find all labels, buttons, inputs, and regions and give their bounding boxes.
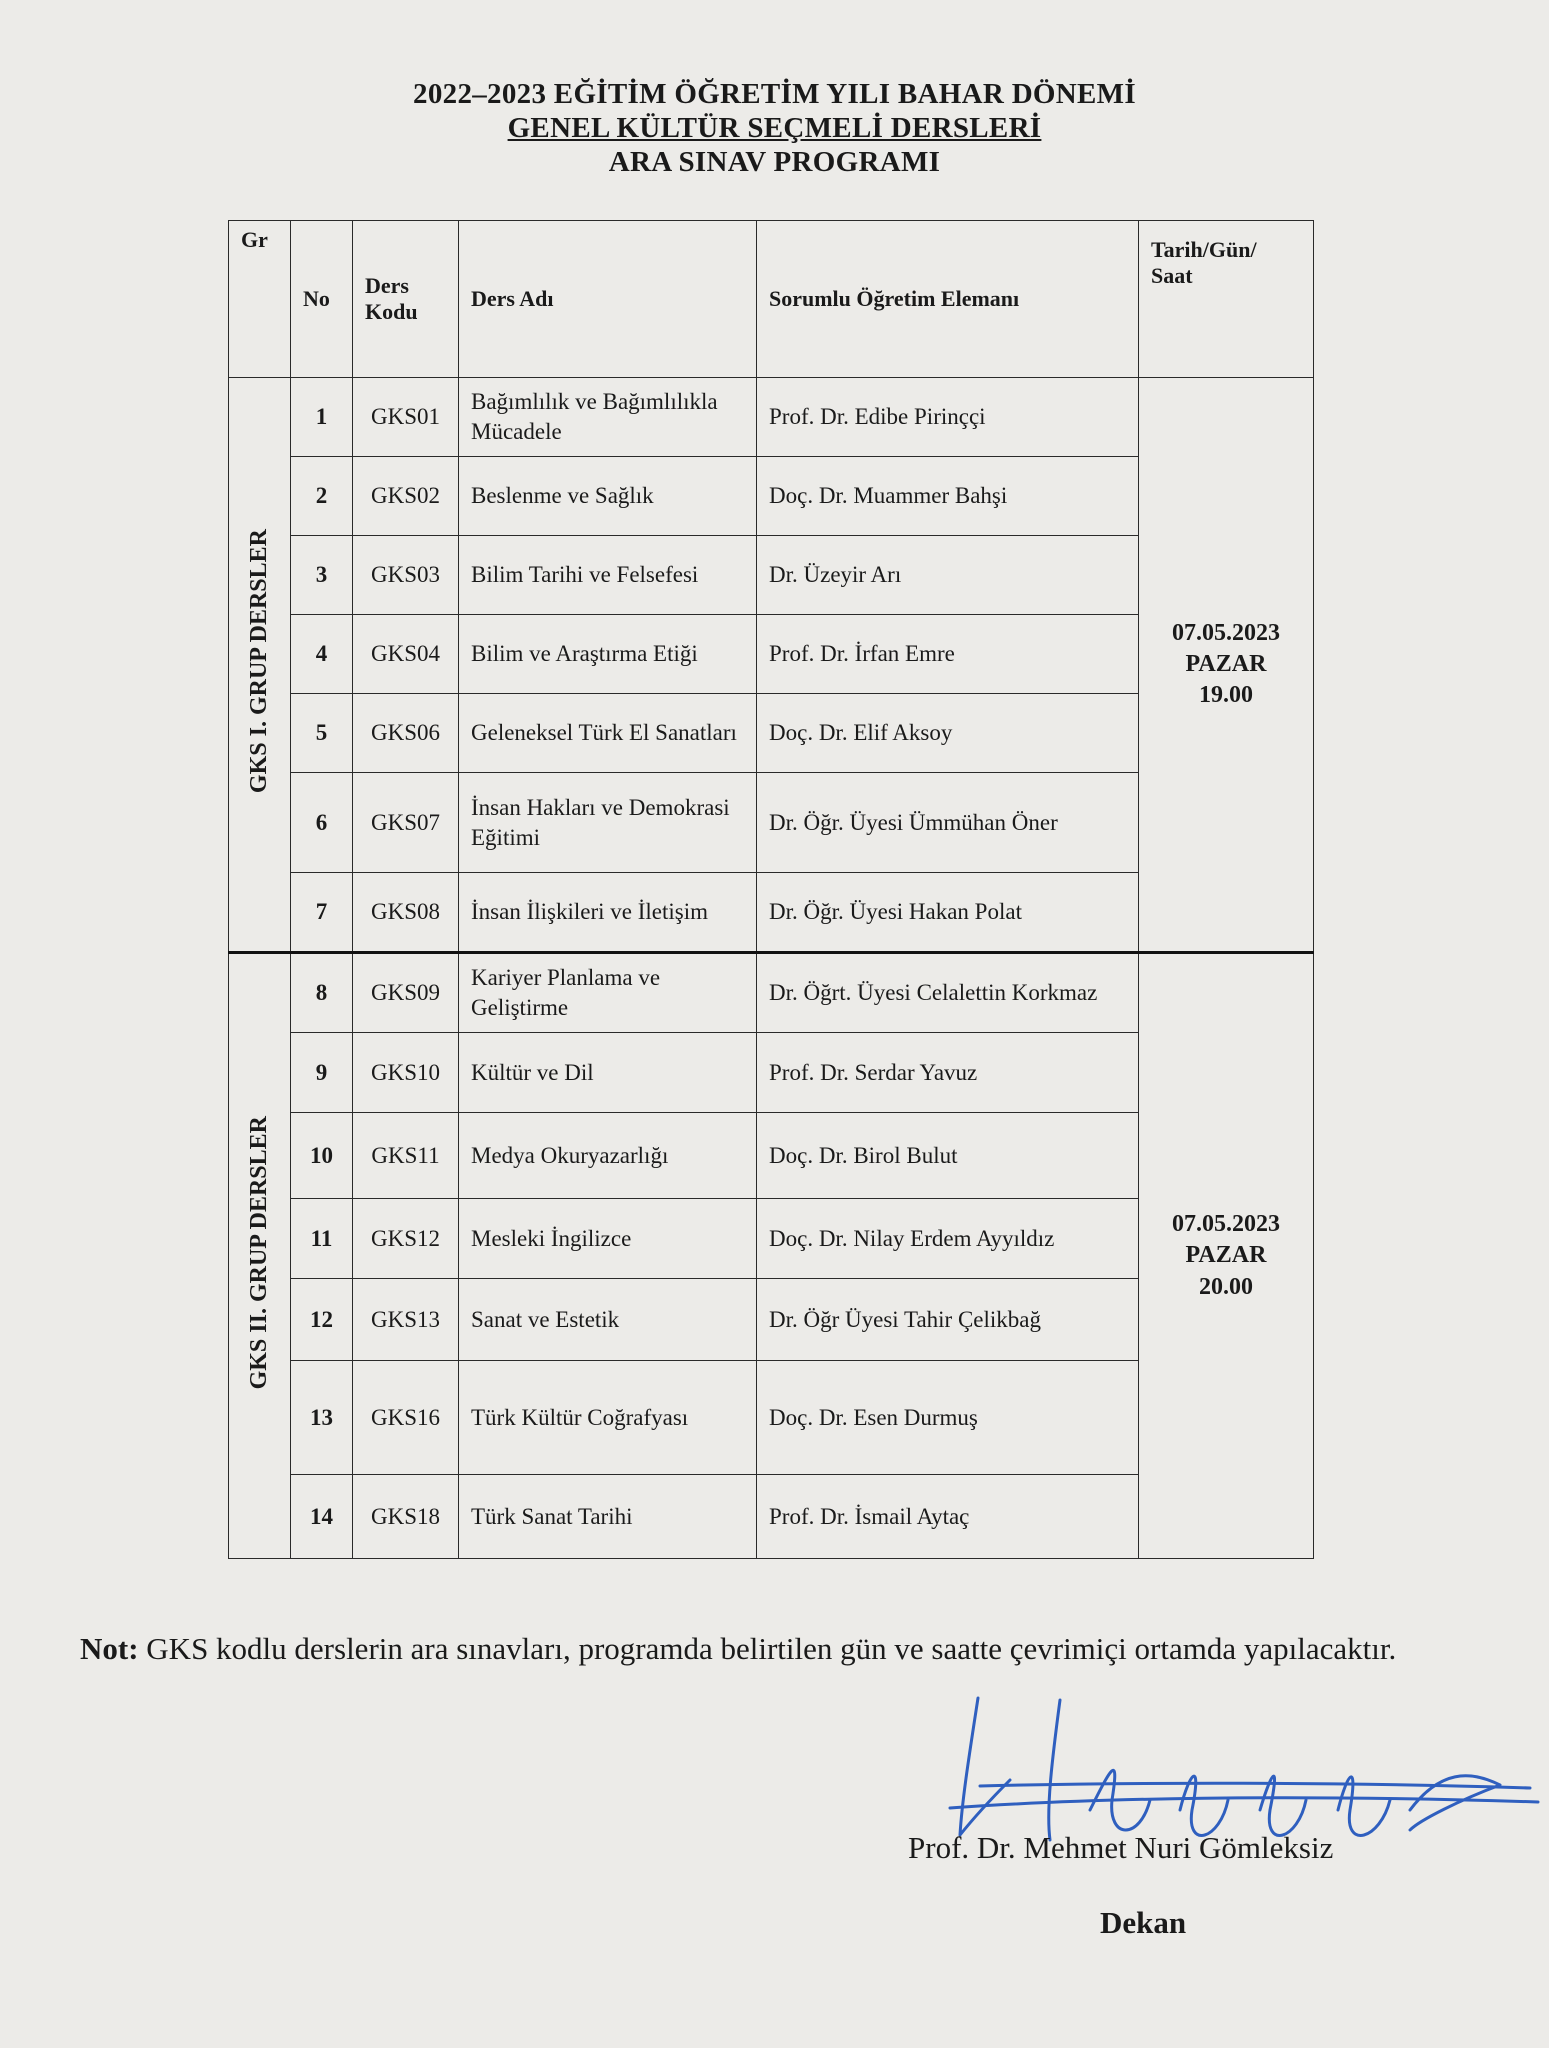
footer-note: [80, 1628, 1500, 1670]
course-code: GKS13: [353, 1279, 459, 1361]
row-number: 3: [291, 536, 353, 615]
lecturer-name: Doç. Dr. Nilay Erdem Ayyıldız: [757, 1199, 1139, 1279]
lecturer-name: Dr. Öğr Üyesi Tahir Çelikbağ: [757, 1279, 1139, 1361]
exam-date: 07.05.2023: [1172, 619, 1280, 646]
document-title-program: ARA SINAV PROGRAMI: [608, 146, 941, 178]
course-name: İnsan İlişkileri ve İletişim: [459, 873, 757, 953]
course-code: GKS08: [353, 873, 459, 953]
column-header-lecturer: Sorumlu Öğretim Elemanı: [757, 221, 1139, 378]
course-name: Beslenme ve Sağlık: [459, 457, 757, 536]
exam-time: 20.00: [1199, 1273, 1253, 1300]
course-code: GKS04: [353, 615, 459, 694]
course-code: GKS09: [353, 953, 459, 1033]
table-row: [229, 953, 1314, 1033]
course-name: Bağımlılık ve Bağımlılıkla Mücadele: [459, 378, 757, 457]
lecturer-name: Prof. Dr. Serdar Yavuz: [757, 1033, 1139, 1113]
course-code: GKS01: [353, 378, 459, 457]
course-name: Mesleki İngilizce: [459, 1199, 757, 1279]
lecturer-name: Prof. Dr. İrfan Emre: [757, 615, 1139, 694]
column-header-code: Ders Kodu: [353, 221, 459, 378]
lecturer-name: Prof. Dr. Edibe Pirinççi: [757, 378, 1139, 457]
row-number: 12: [291, 1279, 353, 1361]
group-label-cell: [229, 953, 291, 1559]
column-header-group: Gr: [229, 221, 291, 378]
lecturer-name: Doç. Dr. Muammer Bahşi: [757, 457, 1139, 536]
course-name: Medya Okuryazarlığı: [459, 1113, 757, 1199]
lecturer-name: Doç. Dr. Elif Aksoy: [757, 694, 1139, 773]
course-name: Geleneksel Türk El Sanatları: [459, 694, 757, 773]
note-text: GKS kodlu derslerin ara sınavları, programda belirtilen gün ve saatte çevrimiçi ortamda yapılacaktır.: [138, 1631, 1397, 1666]
course-code: GKS07: [353, 773, 459, 873]
row-number: 2: [291, 457, 353, 536]
row-number: 14: [291, 1475, 353, 1559]
exam-day: PAZAR: [1185, 650, 1267, 677]
group-label-cell: [229, 378, 291, 953]
row-number: 8: [291, 953, 353, 1033]
group-label: GKS II. GRUP DERSLER: [246, 1116, 272, 1390]
course-code: GKS16: [353, 1361, 459, 1475]
row-number: 11: [291, 1199, 353, 1279]
course-name: Türk Sanat Tarihi: [459, 1475, 757, 1559]
row-number: 13: [291, 1361, 353, 1475]
course-name: Kariyer Planlama ve Geliştirme: [459, 953, 757, 1033]
course-code: GKS06: [353, 694, 459, 773]
group-label: GKS I. GRUP DERSLER: [246, 529, 272, 794]
row-number: 6: [291, 773, 353, 873]
course-code: GKS03: [353, 536, 459, 615]
table-header-row: [229, 221, 1314, 378]
lecturer-name: Dr. Öğr. Üyesi Ümmühan Öner: [757, 773, 1139, 873]
course-code: GKS02: [353, 457, 459, 536]
exam-day: PAZAR: [1185, 1242, 1267, 1269]
course-name: Kültür ve Dil: [459, 1033, 757, 1113]
course-name: Türk Kültür Coğrafyası: [459, 1361, 757, 1475]
row-number: 9: [291, 1033, 353, 1113]
signatory-name: Prof. Dr. Mehmet Nuri Gömleksiz: [908, 1830, 1334, 1865]
course-name: Bilim ve Araştırma Etiği: [459, 615, 757, 694]
note-label: Not:: [80, 1631, 139, 1666]
row-number: 5: [291, 694, 353, 773]
lecturer-name: Dr. Üzeyir Arı: [757, 536, 1139, 615]
course-code: GKS12: [353, 1199, 459, 1279]
lecturer-name: Dr. Öğr. Üyesi Hakan Polat: [757, 873, 1139, 953]
row-number: 10: [291, 1113, 353, 1199]
row-number: 1: [291, 378, 353, 457]
table-row: [229, 378, 1314, 457]
lecturer-name: Dr. Öğrt. Üyesi Celalettin Korkmaz: [757, 953, 1139, 1033]
column-header-course: Ders Adı: [459, 221, 757, 378]
document-title-year: 2022–2023 EĞİTİM ÖĞRETİM YILI BAHAR DÖNEMİ: [413, 78, 1136, 110]
course-code: GKS18: [353, 1475, 459, 1559]
row-number: 4: [291, 615, 353, 694]
lecturer-name: Prof. Dr. İsmail Aytaç: [757, 1475, 1139, 1559]
column-header-datetime: Tarih/Gün/ Saat: [1139, 221, 1314, 378]
course-name: Sanat ve Estetik: [459, 1279, 757, 1361]
course-code: GKS10: [353, 1033, 459, 1113]
row-number: 7: [291, 873, 353, 953]
column-header-no: No: [291, 221, 353, 378]
exam-time: 19.00: [1199, 682, 1253, 709]
course-code: GKS11: [353, 1113, 459, 1199]
exam-datetime-cell: [1139, 953, 1314, 1559]
exam-schedule-table: [228, 220, 1314, 1559]
course-name: İnsan Hakları ve Demokrasi Eğitimi: [459, 773, 757, 873]
course-name: Bilim Tarihi ve Felsefesi: [459, 536, 757, 615]
document-title-courses: GENEL KÜLTÜR SEÇMELİ DERSLERİ: [507, 112, 1042, 144]
exam-datetime-cell: [1139, 378, 1314, 953]
exam-date: 07.05.2023: [1172, 1211, 1280, 1238]
lecturer-name: Doç. Dr. Birol Bulut: [757, 1113, 1139, 1199]
lecturer-name: Doç. Dr. Esen Durmuş: [757, 1361, 1139, 1475]
signatory-role: Dekan: [1100, 1905, 1187, 1940]
